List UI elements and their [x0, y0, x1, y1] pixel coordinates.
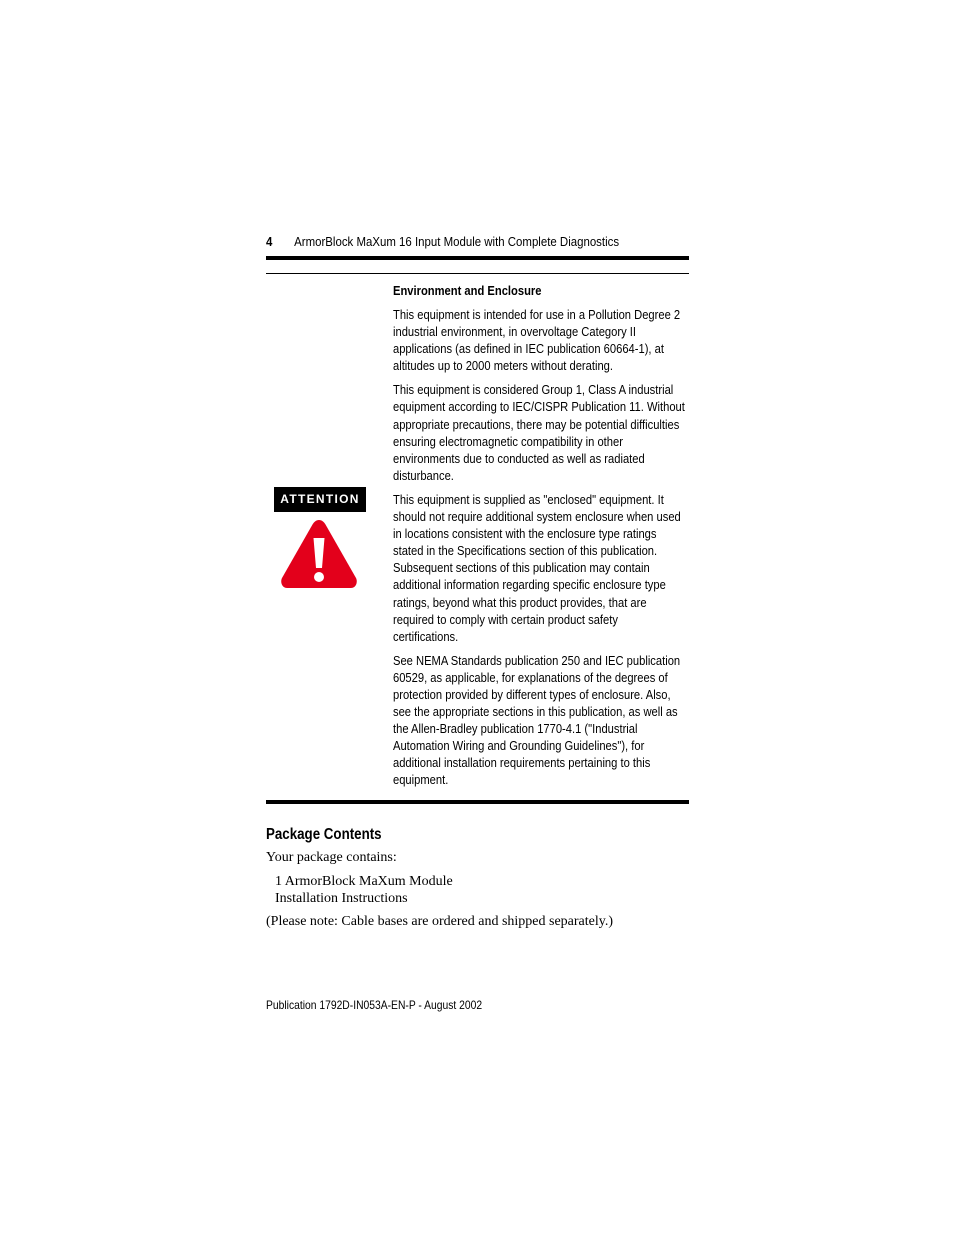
publication-footer: Publication 1792D-IN053A-EN-P - August 2002: [266, 998, 483, 1012]
attention-box-bottom-rule: [266, 800, 689, 804]
package-item-2: Installation Instructions: [275, 891, 408, 906]
running-header: [266, 234, 638, 250]
page-number: 4: [266, 234, 273, 249]
attention-badge: ATTENTION: [274, 487, 366, 512]
attention-subheading: Environment and Enclosure: [393, 283, 542, 298]
attention-paragraph-3: This equipment is supplied as "enclosed" equipment. It should not require additional system enclosure when used in locations consistent with the enclosure type ratings stated in the Specifications section of this publication. Subsequent sections of this publication may contain additional information regarding specific enclosure type ratings, beyond what this product provides, that are required to comply with certain product safety certifications.: [393, 491, 681, 644]
package-contents-heading: Package Contents: [266, 826, 382, 843]
attention-paragraph-4: See NEMA Standards publication 250 and IEC publication 60529, as applicable, for explanations of the degrees of protection provided by different types of enclosure. Also, see the appropriate sections in this publication, as well as the Allen-Bradley publication 1770-4.1 ("Industrial Automation Wiring and Grounding Guidelines"), for additional installation requirements pertaining to this equipment.: [393, 652, 681, 788]
attention-paragraph-2: This equipment is considered Group 1, Class A industrial equipment according to IEC/CISPR Publication 11. Without appropriate precautions, there may be potential difficulties ensuring electromagnetic compatibility in other environments due to conducted as well as radiated disturbance.: [393, 382, 685, 483]
attention-text-column: [393, 283, 685, 796]
attention-box-inner-rule: [266, 273, 689, 274]
package-intro: Your package contains:: [266, 850, 397, 865]
package-note: (Please note: Cable bases are ordered and shipped separately.): [266, 914, 614, 929]
package-item-1: 1 ArmorBlock MaXum Module: [275, 874, 453, 889]
warning-exclamation-triangle-icon: [279, 518, 359, 590]
attention-box-top-rule: [266, 256, 689, 260]
running-title: ArmorBlock MaXum 16 Input Module with Complete Diagnostics: [294, 234, 620, 249]
attention-paragraph-1: This equipment is intended for use in a Pollution Degree 2 industrial environment, in overvoltage Category II applications (as defined in IEC publication 60664-1), at altitudes up to 2000 meters without derating.: [393, 307, 681, 374]
